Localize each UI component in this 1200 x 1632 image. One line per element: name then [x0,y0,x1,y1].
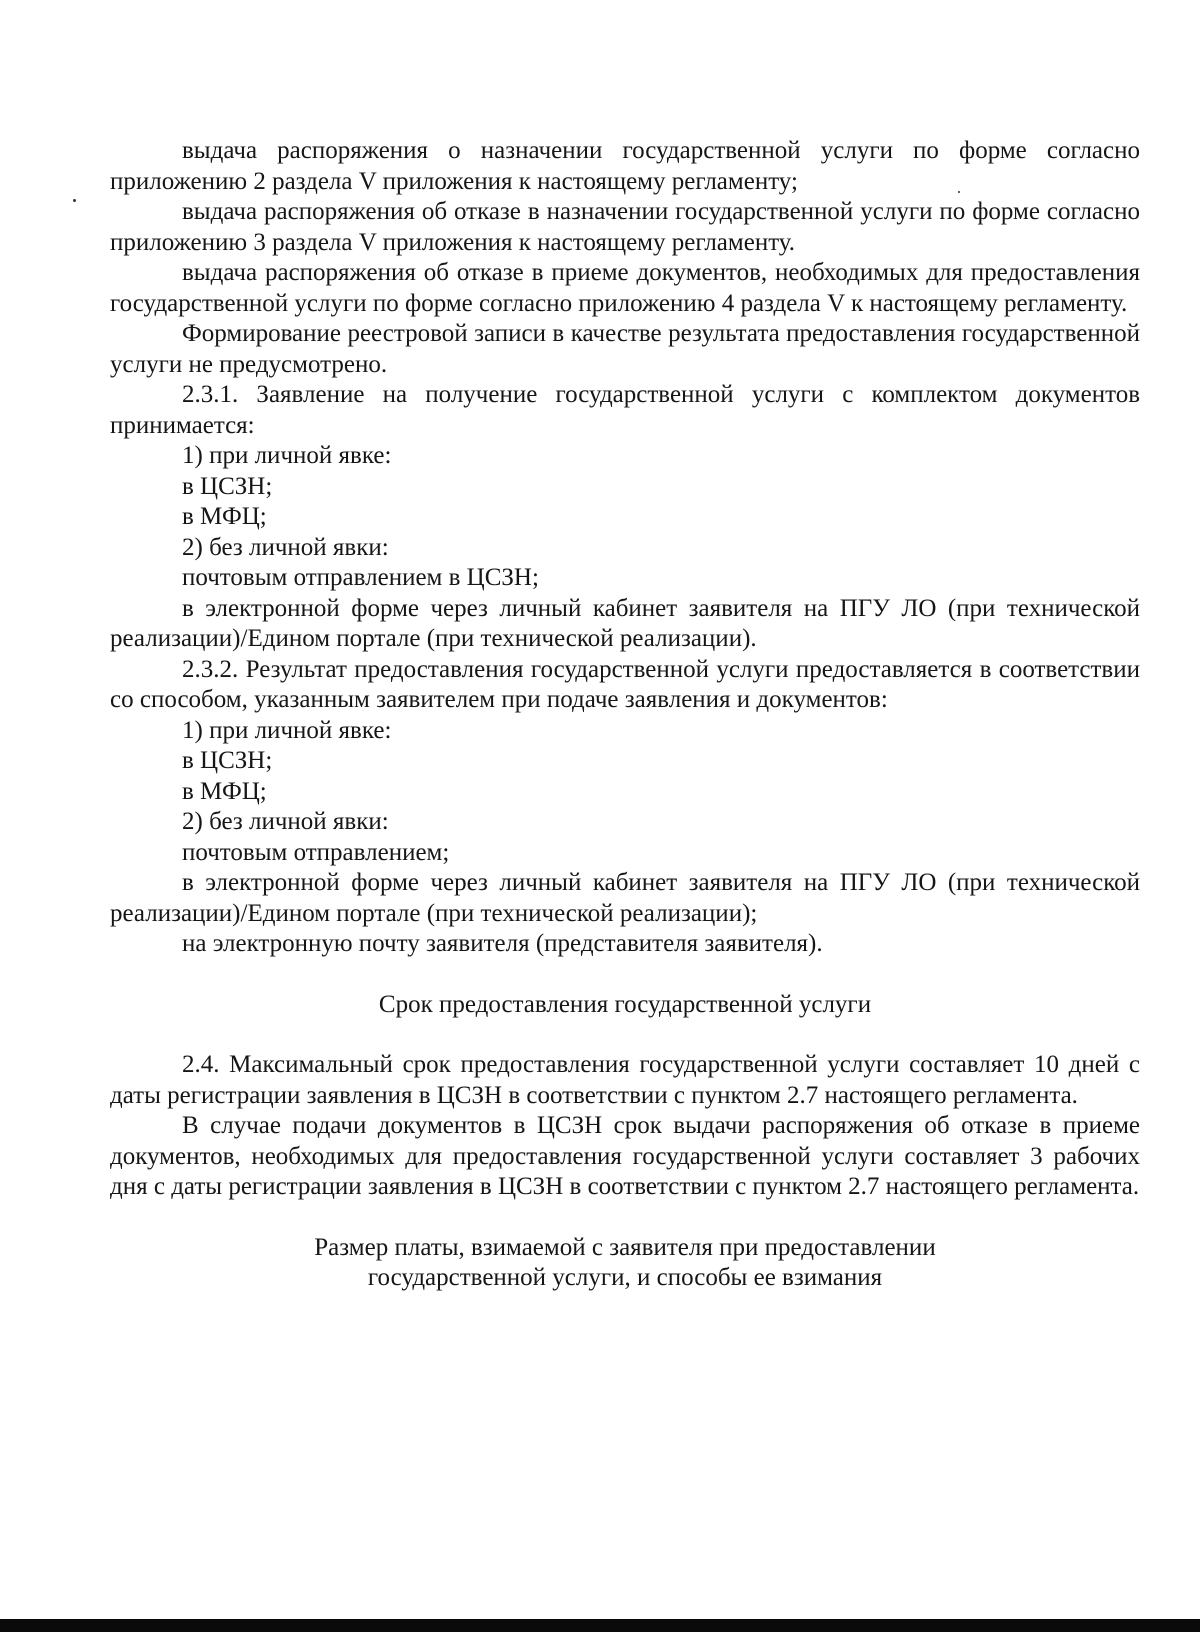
paragraph-issue-refusal: выдача распоряжения об отказе в назначении государственной услуги по форме согласно приложению 3 раздела V приложения к настоящему регламенту. [110,198,1140,256]
paragraph-electronic-form-result: в электронной форме через личный кабинет заявителя на ПГУ ЛО (при технической реализации)/Едином портале (при технической реализации); [110,869,1140,927]
list-item: 1) при личной явке: [182,442,392,469]
paragraph-2-3-1: 2.3.1. Заявление на получение государственной услуги с комплектом документов принимается: [110,381,1140,439]
list-item: 2) без личной явки: [182,808,389,835]
list-item: 1) при личной явке: [182,716,392,744]
paragraph-refusal-term: В случае подачи документов в ЦСЗН срок выдачи распоряжения об отказе в приеме документов, необходимых для предоставления государственной услуги составляет 3 рабочих дня с даты регистрации заявления в ЦСЗН в соответствии с пунктом 2.7 настоящего регламента. [110,1112,1140,1200]
paragraph-email: на электронную почту заявителя (представителя заявителя). [182,930,823,957]
paragraph-2-4: 2.4. Максимальный срок предоставления государственной услуги составляет 10 дней с даты регистрации заявления в ЦСЗН в соответствии с пунктом 2.7 настоящего регламента. [110,1051,1140,1109]
paragraph-electronic-form: в электронной форме через личный кабинет заявителя на ПГУ ЛО (при технической реализации)/Едином портале (при технической реализации). [110,594,1140,652]
scan-bottom-edge [0,1619,1200,1632]
section-heading-fee-line1: Размер платы, взимаемой с заявителя при предоставлении [314,1233,936,1261]
paragraph-2-3-2: 2.3.2. Результат предоставления государственной услуги предоставляется в соответствии со способом, указанным заявителем при подаче заявления и документов: [110,655,1140,713]
document-body [110,136,1140,1294]
list-item: в МФЦ; [182,503,267,530]
list-item: в МФЦ; [182,777,267,805]
paragraph-issue-refusal-docs: выдача распоряжения об отказе в приеме документов, необходимых для предоставления государственной услуги по форме согласно приложению 4 раздела V к настоящему регламенту. [110,259,1140,317]
paragraph-registry-record: Формирование реестровой записи в качестве результата предоставления государственной услуги не предусмотрено. [110,320,1140,378]
scan-speck [73,199,76,202]
paragraph-issue-order: выдача распоряжения о назначении государственной услуги по форме согласно приложению 2 раздела V приложения к настоящему регламенту; [110,137,1140,195]
section-heading-fee-line2: государственной услуги, и способы ее взимания [367,1264,883,1291]
list-item: 2) без личной явки: [182,533,389,561]
section-heading-term: Срок предоставления государственной услуги [378,990,872,1018]
section-heading-fee [110,1233,1140,1294]
list-item: в ЦСЗН; [182,472,273,500]
list-item: почтовым отправлением; [182,838,450,866]
list-item: в ЦСЗН; [182,747,273,774]
list-item: почтовым отправлением в ЦСЗН; [182,564,539,591]
